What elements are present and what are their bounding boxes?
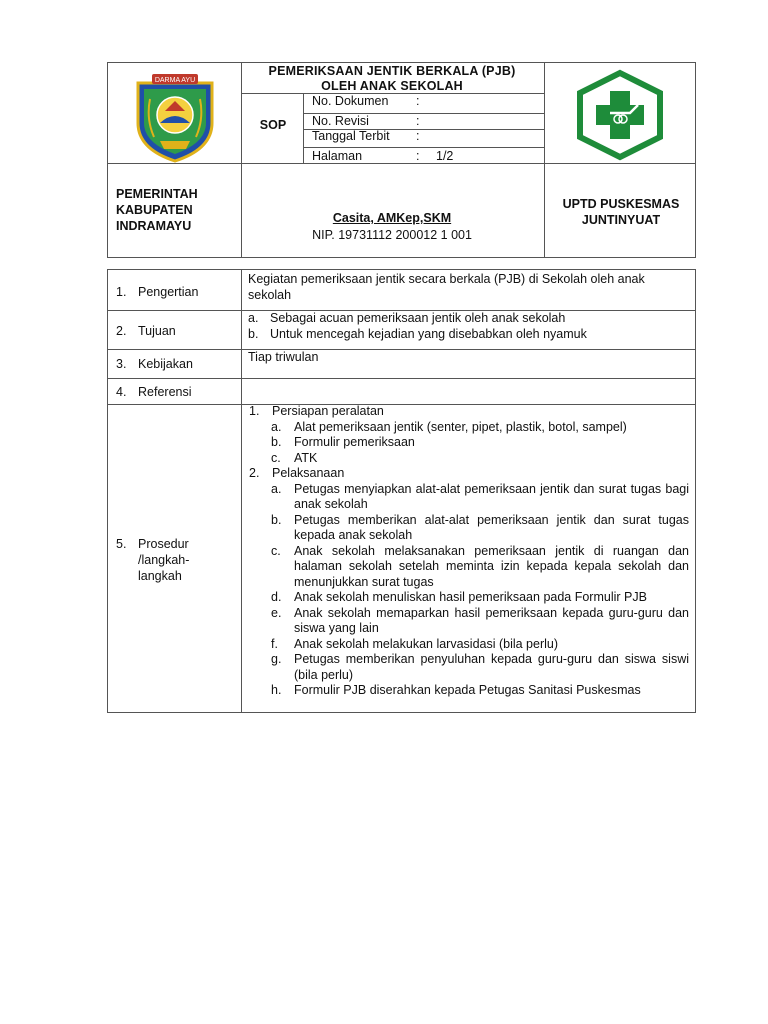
uptd-puskesmas: UPTD PUSKESMAS JUNTINYUAT: [562, 197, 680, 227]
list-item: d. Anak sekolah menuliskan hasil pemeriksaan pada Formulir PJB: [271, 590, 647, 604]
signer-nip: NIP. 19731112 200012 1 001: [312, 228, 472, 242]
list-item: g. Petugas memberikan penyuluhan kepada guru-guru dan siswa siswi (bila perlu): [271, 652, 689, 682]
signer-name: Casita, AMKep,SKM: [332, 211, 452, 225]
step-pelaksanaan: 2. Pelaksanaan: [249, 466, 345, 480]
section-label-kebijakan: 3. Kebijakan: [116, 357, 193, 371]
section-content-pengertian: Kegiatan pemeriksaan jentik secara berkala (PJB) di Sekolah oleh anak sekolah: [248, 272, 645, 302]
list-item: a. Sebagai acuan pemeriksaan jentik oleh anak sekolah: [248, 311, 566, 325]
section-label-pengertian: 1. Pengertian: [116, 285, 199, 299]
pemerintah-kabupaten: PEMERINTAH KABUPATEN INDRAMAYU: [116, 187, 198, 233]
list-item: b. Untuk mencegah kejadian yang disebabkan oleh nyamuk: [248, 326, 587, 341]
sop-body-table: [107, 269, 696, 713]
puskesmas-logo-icon: [574, 69, 666, 161]
svg-text:DARMA AYU: DARMA AYU: [154, 77, 196, 84]
sop-label: SOP: [259, 118, 287, 132]
step-persiapan: 1. Persiapan peralatan: [249, 404, 384, 418]
list-item: a. Alat pemeriksaan jentik (senter, pipet, plastik, botol, sampel): [271, 419, 627, 434]
section-content-prosedur: [241, 404, 689, 699]
section-label-tujuan: 2. Tujuan: [116, 324, 176, 338]
list-item: b. Petugas memberikan alat-alat pemeriksaan jentik dan surat tugas kepada anak sekolah: [271, 512, 689, 542]
list-item: c. Anak sekolah melaksanakan pemeriksaan jentik di ruangan dan halaman sekolah setelah meminta izin kepada kepala sekolah dan menunjukkan surat tugas: [271, 543, 689, 589]
signature-block: [241, 211, 543, 242]
sop-header-table: DARMA AYU PEMERIKSAAN JENTIK BERKALA (PJB) OLEH ANAK SEKOLAH SOP No. Dokumen : No. Revisi : Tanggal Terbit : Halaman : 1/2 PEMERINTAH KABUPATEN INDRAMAYU Casita, AMKep,SKM NIP. 19731112 200012 1 001 UPTD PUSKESMAS JUNTINYUAT: [107, 62, 696, 258]
list-item: h. Formulir PJB diserahkan kepada Petugas Sanitasi Puskesmas: [271, 683, 641, 697]
indramayu-emblem-icon: [130, 71, 220, 163]
list-item: f. Anak sekolah melakukan larvasidasi (bila perlu): [271, 636, 559, 651]
section-label-referensi: 4. Referensi: [116, 385, 192, 399]
section-content-tujuan: [248, 311, 690, 342]
list-item: a. Petugas menyiapkan alat-alat pemeriksaan jentik dan surat tugas bagi anak sekolah: [271, 481, 689, 511]
section-content-kebijakan: Tiap triwulan: [248, 350, 319, 364]
list-item: c. ATK: [271, 450, 318, 465]
section-label-prosedur: 5. Prosedur /langkah- langkah: [116, 537, 190, 583]
list-item: b. Formulir pemeriksaan: [271, 435, 415, 449]
list-item: e. Anak sekolah memaparkan hasil pemeriksaan kepada guru-guru dan siswa yang lain: [271, 605, 689, 635]
document-title: PEMERIKSAAN JENTIK BERKALA (PJB) OLEH ANAK SEKOLAH: [268, 64, 516, 93]
